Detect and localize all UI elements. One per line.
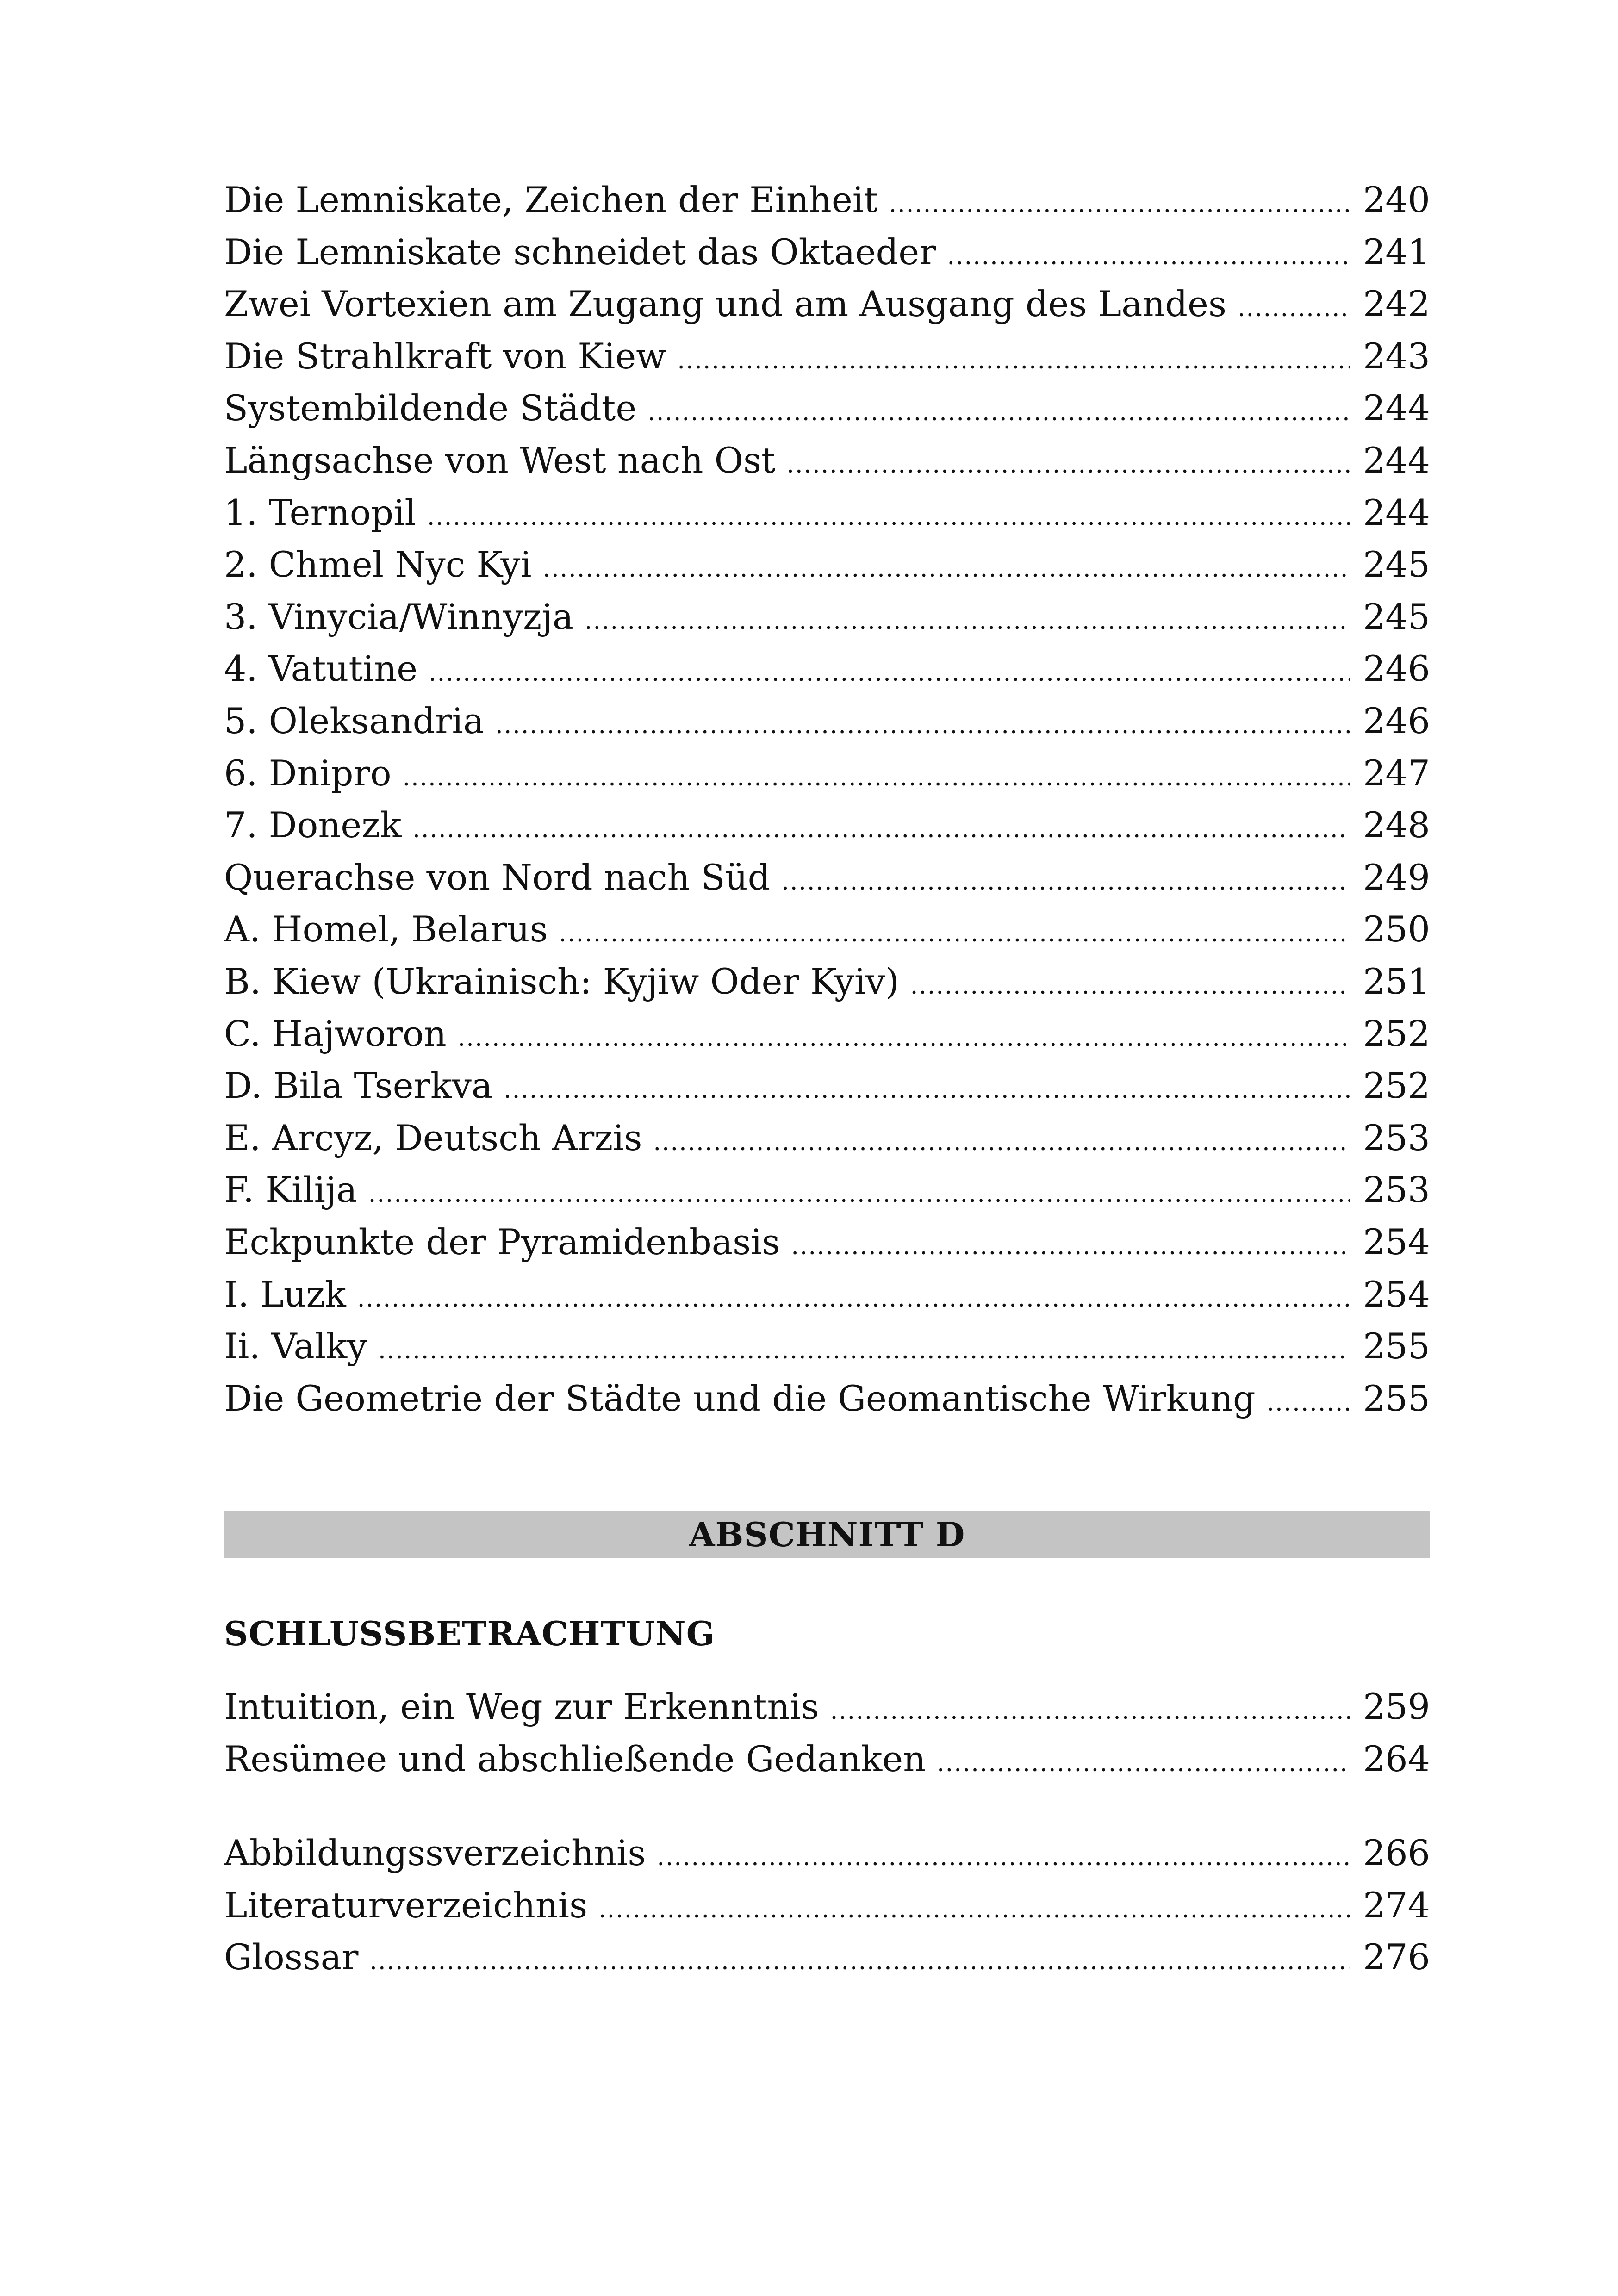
toc-entry-title: Intuition, ein Weg zur Erkenntnis <box>224 1686 819 1727</box>
toc-entry-title: Längsachse von West nach Ost <box>224 440 776 481</box>
toc-entry-page-number: 259 <box>1363 1686 1430 1727</box>
toc-entry <box>224 1112 1430 1164</box>
toc-entry-page-number: 251 <box>1363 961 1430 1002</box>
toc-entry-page-number: 242 <box>1363 283 1430 325</box>
dot-leader <box>368 1168 1350 1220</box>
toc-entry-title: D. Bila Tserkva <box>224 1065 493 1107</box>
toc-entry-page-number: 246 <box>1363 700 1430 741</box>
toc-entry-title: Eckpunkte der Pyramidenbasis <box>224 1221 780 1263</box>
toc-entry-title: I. Luzk <box>224 1273 346 1315</box>
dot-leader <box>787 439 1350 491</box>
toc-entry-page-number: 253 <box>1363 1117 1430 1158</box>
toc-entry-page-number: 255 <box>1363 1325 1430 1367</box>
dot-leader <box>429 647 1350 699</box>
dot-leader <box>889 178 1350 230</box>
toc-entry-page-number: 264 <box>1363 1738 1430 1780</box>
toc-entry-title: Glossar <box>224 1936 359 1978</box>
toc-entry-title: Abbildungssverzeichnis <box>224 1832 646 1873</box>
dot-leader <box>677 335 1350 386</box>
toc-entry-title: F. Kilija <box>224 1169 357 1211</box>
toc-entry <box>224 643 1430 695</box>
toc-entry-title: 1. Ternopil <box>224 492 416 533</box>
toc-entry-page-number: 274 <box>1363 1884 1430 1926</box>
toc-entry <box>224 1060 1430 1112</box>
dot-leader <box>647 386 1350 438</box>
toc-entry <box>224 539 1430 591</box>
toc-entry-page-number: 253 <box>1363 1169 1430 1211</box>
toc-entry <box>224 1827 1430 1879</box>
toc-entry <box>224 1164 1430 1216</box>
dot-leader <box>947 230 1350 282</box>
dot-leader <box>1238 282 1350 334</box>
dot-leader <box>357 1273 1350 1325</box>
toc-entry-page-number: 276 <box>1363 1936 1430 1978</box>
dot-leader <box>937 1737 1350 1789</box>
toc-entry <box>224 1320 1430 1372</box>
toc-entry-title: Die Strahlkraft von Kiew <box>224 335 666 377</box>
toc-entry <box>224 278 1430 330</box>
toc-entry <box>224 1681 1430 1733</box>
toc-entry-page-number: 240 <box>1363 179 1430 220</box>
dot-leader <box>412 803 1350 855</box>
toc-entry <box>224 1269 1430 1320</box>
toc-entry-title: 5. Oleksandria <box>224 700 485 741</box>
toc-entry-page-number: 244 <box>1363 492 1430 533</box>
toc-entry-page-number: 255 <box>1363 1377 1430 1419</box>
toc-entry-title: 7. Donezk <box>224 804 402 846</box>
toc-entry <box>224 903 1430 955</box>
toc-entry-title: 3. Vinycia/Winnyzja <box>224 596 574 637</box>
toc-entry-title: E. Arcyz, Deutsch Arzis <box>224 1117 642 1158</box>
toc-entry-page-number: 250 <box>1363 908 1430 950</box>
toc-entry-title: Resümee und abschließende Gedanken <box>224 1738 926 1780</box>
toc-entry-title: A. Homel, Belarus <box>224 908 548 950</box>
dot-leader <box>427 491 1350 543</box>
toc-entry <box>224 852 1430 903</box>
toc-entry-page-number: 245 <box>1363 596 1430 637</box>
toc-entry-page-number: 244 <box>1363 387 1430 429</box>
toc-entry-title: Zwei Vortexien am Zugang und am Ausgang des Landes <box>224 283 1226 325</box>
toc-entry-title: Ii. Valky <box>224 1325 367 1367</box>
toc-entry-title: Literaturverzeichnis <box>224 1884 588 1926</box>
toc-entry-page-number: 252 <box>1363 1065 1430 1107</box>
toc-entry <box>224 226 1430 278</box>
toc-entry-page-number: 254 <box>1363 1273 1430 1315</box>
toc-entry <box>224 1931 1430 1983</box>
section-band <box>224 1511 1430 1558</box>
dot-leader <box>458 1012 1350 1064</box>
toc-entry <box>224 695 1430 747</box>
toc-entry-page-number: 245 <box>1363 544 1430 585</box>
dot-leader <box>543 543 1350 595</box>
toc-entry-title: Die Lemniskate, Zeichen der Einheit <box>224 179 878 220</box>
toc-entry-title: Querachse von Nord nach Süd <box>224 856 771 898</box>
toc-entry <box>224 591 1430 643</box>
toc-entry-page-number: 241 <box>1363 231 1430 273</box>
toc-entry-page-number: 249 <box>1363 856 1430 898</box>
dot-leader <box>791 1220 1350 1272</box>
toc-entry <box>224 747 1430 799</box>
dot-leader <box>653 1116 1350 1168</box>
dot-leader <box>830 1685 1350 1737</box>
toc-entry <box>224 956 1430 1008</box>
dot-leader <box>378 1325 1350 1376</box>
dot-leader <box>559 908 1350 959</box>
toc-entry-page-number: 252 <box>1363 1013 1430 1054</box>
toc-entry-title: Die Lemniskate schneidet das Oktaeder <box>224 231 936 273</box>
toc-entry-page-number: 246 <box>1363 648 1430 690</box>
dot-leader <box>504 1064 1350 1116</box>
toc-entry <box>224 1216 1430 1268</box>
toc-entry-title: B. Kiew (Ukrainisch: Kyjiw Oder Kyiv) <box>224 961 899 1002</box>
toc-entry-title: 2. Chmel Nyc Kyi <box>224 544 532 585</box>
toc-entry <box>224 1733 1430 1785</box>
toc-entry-page-number: 243 <box>1363 335 1430 377</box>
toc-entry <box>224 1373 1430 1425</box>
dot-leader <box>781 856 1350 908</box>
toc-entry-page-number: 247 <box>1363 752 1430 794</box>
dot-leader <box>598 1884 1350 1935</box>
toc-entry <box>224 487 1430 539</box>
section-band-label: ABSCHNITT D <box>689 1514 965 1554</box>
toc-entry-title: 4. Vatutine <box>224 648 418 690</box>
toc-entry <box>224 435 1430 486</box>
dot-leader <box>495 699 1350 751</box>
toc-entry-page-number: 244 <box>1363 440 1430 481</box>
dot-leader <box>910 960 1350 1012</box>
dot-leader <box>657 1831 1350 1883</box>
toc-entry-page-number: 254 <box>1363 1221 1430 1263</box>
toc-entry <box>224 1008 1430 1060</box>
toc-entry-title: 6. Dnipro <box>224 752 392 794</box>
toc-entry-page-number: 248 <box>1363 804 1430 846</box>
toc-entry <box>224 799 1430 851</box>
toc-entry-title: C. Hajworon <box>224 1013 447 1054</box>
dot-leader <box>585 595 1350 647</box>
toc-entry-title: Systembildende Städte <box>224 387 637 429</box>
toc-entry <box>224 330 1430 382</box>
dot-leader <box>403 752 1350 803</box>
toc-entry <box>224 1879 1430 1931</box>
toc-entry <box>224 174 1430 226</box>
dot-leader <box>1267 1377 1350 1429</box>
toc-entry-page-number: 266 <box>1363 1832 1430 1873</box>
toc-entry <box>224 382 1430 434</box>
section-heading: SCHLUSSBETRACHTUNG <box>224 1614 716 1653</box>
dot-leader <box>369 1935 1350 1987</box>
toc-entry-title: Die Geometrie der Städte und die Geomantische Wirkung <box>224 1377 1256 1419</box>
